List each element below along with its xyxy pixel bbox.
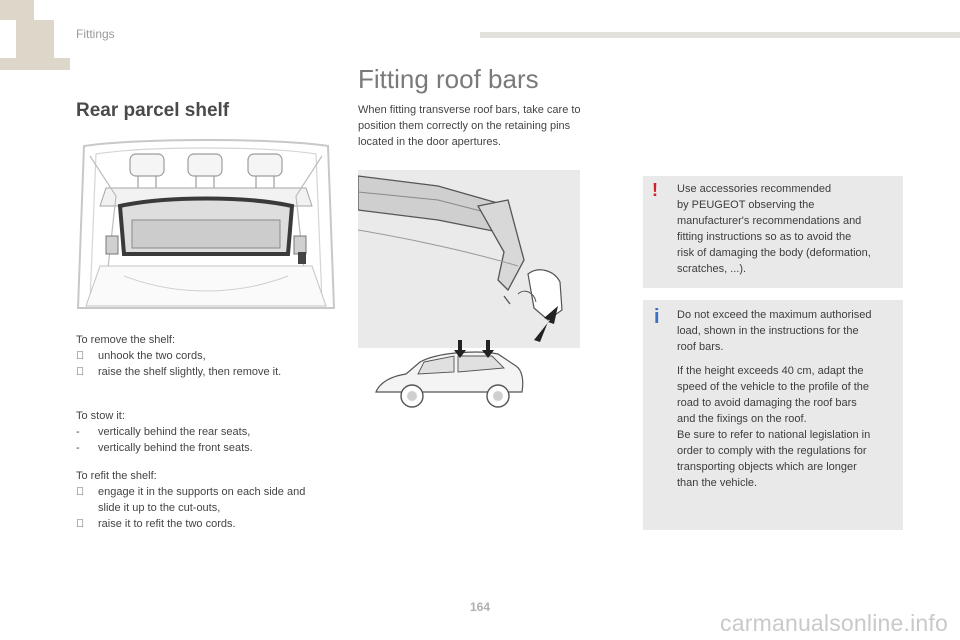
parcel-shelf-illustration xyxy=(76,136,336,317)
rear-parcel-shelf-title: Rear parcel shelf xyxy=(76,100,230,121)
step-text: raise it to refit the two cords. xyxy=(98,518,236,530)
bullet-mark xyxy=(76,516,98,532)
info-line: Do not exceed the maximum authorised xyxy=(677,309,872,321)
bullet-mark: - xyxy=(76,442,80,454)
page-number: 164 xyxy=(469,600,491,614)
info-line: road to avoid damaging the roof bars xyxy=(677,397,857,409)
remove-intro: To remove the shelf: xyxy=(76,334,176,346)
roof-bar-illustration xyxy=(358,170,580,423)
info-line: and the fixings on the roof. xyxy=(677,413,807,425)
watermark: carmanualsonline.info xyxy=(720,610,948,636)
bullet-mark xyxy=(76,348,98,364)
warning-line: manufacturer's recommendations and xyxy=(677,215,862,227)
refit-intro: To refit the shelf: xyxy=(76,470,157,482)
refit-step xyxy=(76,500,305,516)
intro-line: position them correctly on the retaining pins xyxy=(358,120,571,132)
step-text: unhook the two cords, xyxy=(98,350,206,362)
remove-shelf-instructions xyxy=(76,332,281,380)
stow-step xyxy=(76,440,253,456)
refit-shelf-instructions xyxy=(76,468,305,532)
info-line: load, shown in the instructions for the xyxy=(677,325,859,337)
header-bar xyxy=(480,32,960,38)
info-line: transporting objects which are longer xyxy=(677,461,857,473)
refit-step xyxy=(76,484,305,500)
warning-icon: ! xyxy=(652,180,658,200)
warning-line: by PEUGEOT observing the xyxy=(677,199,815,211)
refit-step xyxy=(76,516,305,532)
section-label: Fittings xyxy=(76,27,115,41)
bullet-mark xyxy=(76,484,98,500)
info-line: order to comply with the regulations for xyxy=(677,445,867,457)
info-text-load xyxy=(677,307,871,355)
stow-step xyxy=(76,424,253,440)
info-line: If the height exceeds 40 cm, adapt the xyxy=(677,365,864,377)
info-line: Be sure to refer to national legislation in xyxy=(677,429,871,441)
info-line: than the vehicle. xyxy=(677,477,758,489)
warning-line: fitting instructions so as to avoid the xyxy=(677,231,852,243)
info-line: speed of the vehicle to the profile of the xyxy=(677,381,870,393)
step-text: vertically behind the front seats. xyxy=(98,442,253,454)
chapter-tab-icon xyxy=(0,0,70,70)
remove-step xyxy=(76,348,281,364)
step-text: raise the shelf slightly, then remove it. xyxy=(98,366,282,378)
warning-line: risk of damaging the body (deformation, xyxy=(677,247,871,259)
info-icon: i xyxy=(654,306,660,328)
intro-line: When fitting transverse roof bars, take care to xyxy=(358,104,581,116)
warning-text xyxy=(677,181,871,277)
warning-line: scratches, ...). xyxy=(677,263,747,275)
info-text-height xyxy=(677,363,870,491)
warning-line: Use accessories recommended xyxy=(677,183,832,195)
step-text: engage it in the supports on each side and xyxy=(98,486,306,498)
info-line: roof bars. xyxy=(677,341,724,353)
bullet-mark xyxy=(76,364,98,380)
stow-intro: To stow it: xyxy=(76,410,125,422)
fitting-roof-bars-title: Fitting roof bars xyxy=(358,64,539,94)
roof-bars-intro xyxy=(358,102,581,150)
step-text: vertically behind the rear seats, xyxy=(98,426,251,438)
bullet-mark: - xyxy=(76,426,80,438)
stow-shelf-instructions xyxy=(76,408,253,456)
step-text: slide it up to the cut-outs, xyxy=(98,502,221,514)
intro-line: located in the door apertures. xyxy=(358,136,502,148)
remove-step xyxy=(76,364,281,380)
